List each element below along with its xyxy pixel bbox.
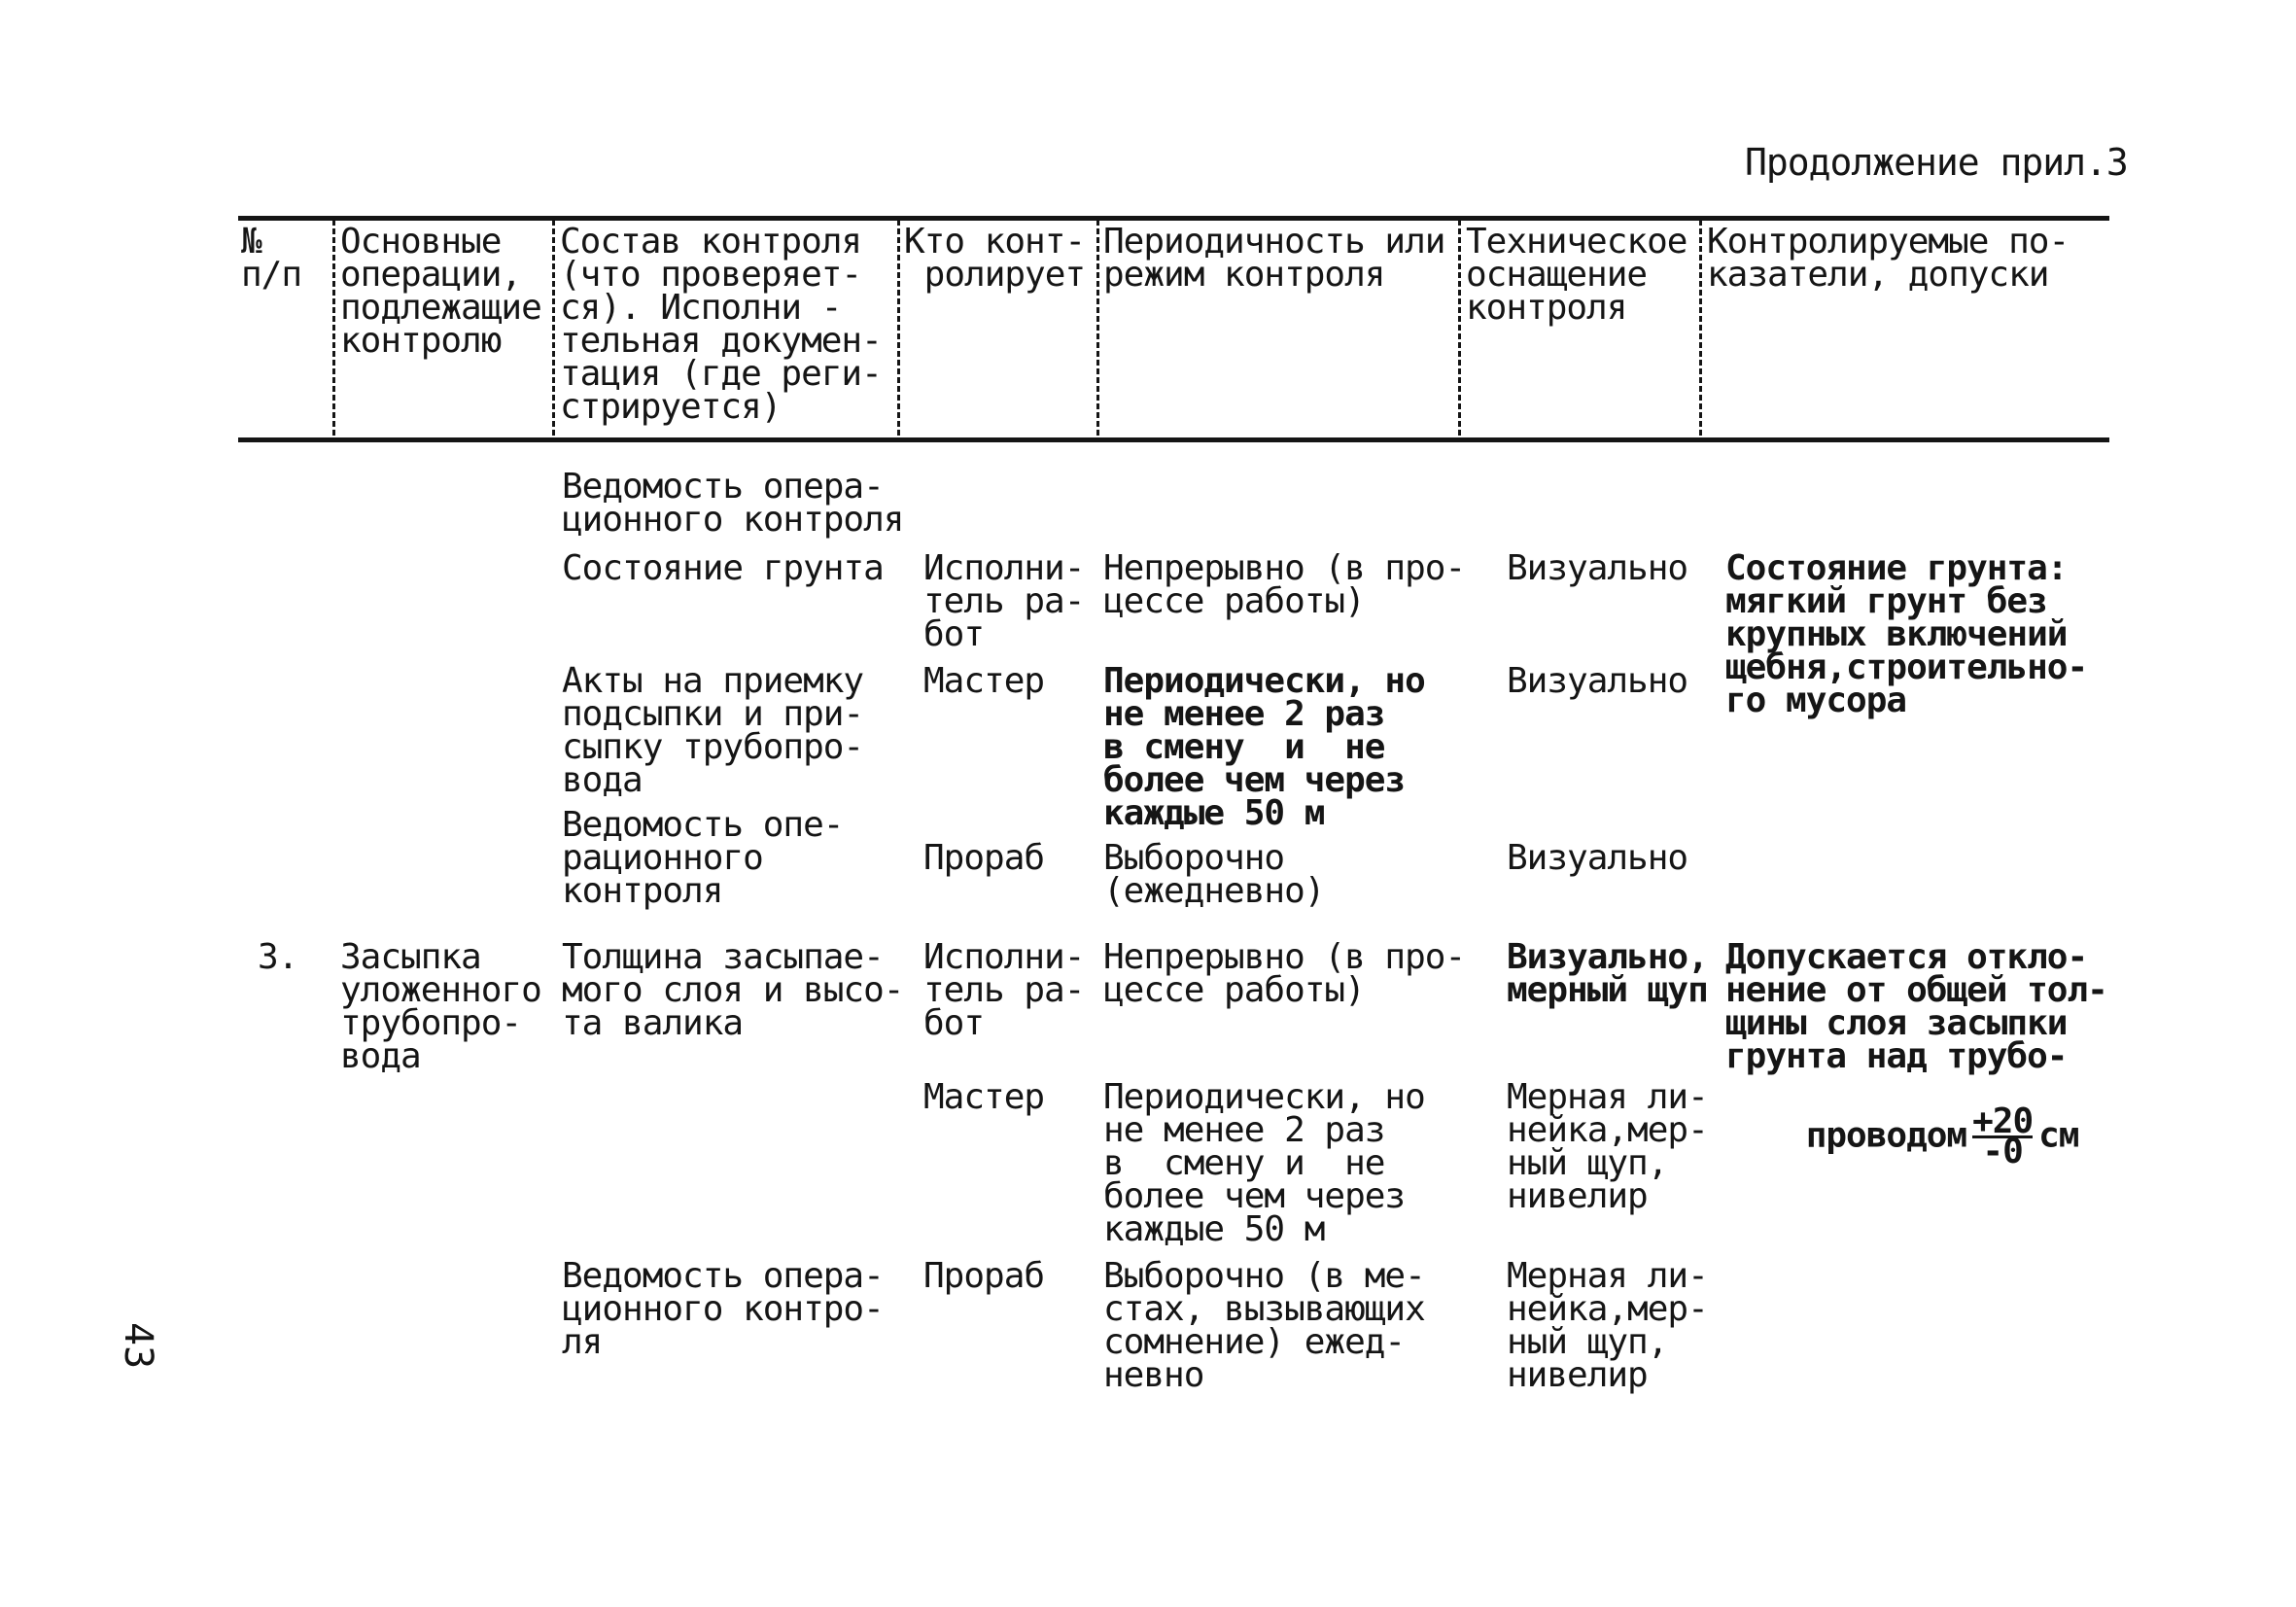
table-cell: Исполни- тель ра- бот	[923, 937, 1085, 1043]
table-cell: 3.	[258, 937, 298, 977]
table-cell: Прораб	[923, 838, 1045, 878]
column-divider	[552, 220, 555, 436]
table-cell: Мерная ли- нейка,мер- ный щуп, нивелир	[1507, 1256, 1708, 1395]
column-divider	[1096, 220, 1099, 436]
column-header-indicators: Контролируемые по- казатели, допуски	[1707, 222, 2070, 295]
tolerance-line	[1725, 1075, 2078, 1199]
table-cell: Визуально	[1507, 548, 1688, 588]
column-divider	[1699, 220, 1702, 436]
table-header-bottom-rule	[238, 437, 2109, 442]
column-divider	[1458, 220, 1461, 436]
table-cell: Периодически, но не менее 2 раз в смену и не более чем через каждые 50 м	[1103, 661, 1425, 833]
table-cell: Визуально, мерный щуп	[1507, 937, 1708, 1010]
table-cell: Толщина засыпае- мого слоя и высо- та валика	[562, 937, 904, 1043]
tolerance-fraction	[1972, 1101, 2034, 1171]
table-cell: Ведомость опера- ционного контроля	[562, 467, 904, 540]
table-cell: Мастер	[923, 661, 1045, 701]
table-cell: Ведомость опера- ционного контро- ля	[562, 1256, 884, 1362]
tolerance-unit: см	[2038, 1115, 2079, 1156]
column-header-equipment: Техническое оснащение контроля	[1466, 222, 1687, 328]
column-divider	[897, 220, 900, 436]
continuation-label: Продолжение прил.3	[1745, 141, 2128, 184]
table-cell: Засыпка уложенного трубопро- вода	[340, 937, 541, 1076]
column-divider	[332, 220, 335, 436]
table-cell: Ведомость опе- рационного контроля	[562, 805, 844, 911]
table-top-rule	[238, 216, 2109, 221]
table-cell: Состояние грунта: мягкий грунт без крупных включений щебня,строительно- го мусора	[1725, 548, 2088, 720]
table-cell: Выборочно (в ме- стах, вызывающих сомнение) ежед- невно	[1103, 1256, 1425, 1395]
table-cell: Допускается откло- нение от общей тол- щины слоя засыпки грунта над трубо-	[1725, 937, 2107, 1076]
page-number: 43	[116, 1322, 160, 1370]
table-cell: Мастер	[923, 1077, 1045, 1117]
column-header-who-controls: Кто конт- ролирует	[904, 222, 1086, 295]
table-cell: Мерная ли- нейка,мер- ный щуп, нивелир	[1507, 1077, 1708, 1216]
table-cell: Непрерывно (в про- цессе работы)	[1103, 548, 1466, 621]
column-header-operations: Основные операции, подлежащие контролю	[340, 222, 541, 361]
table-cell: Состояние грунта	[562, 548, 884, 588]
table-cell: Выборочно (ежедневно)	[1103, 838, 1325, 911]
tolerance-upper: +20	[1972, 1101, 2034, 1141]
table-cell: Акты на приемку подсыпки и при- сыпку трубопро- вода	[562, 661, 864, 800]
column-header-number: № п/п	[241, 222, 302, 295]
table-cell: Непрерывно (в про- цессе работы)	[1103, 937, 1466, 1010]
table-cell: Визуально	[1507, 661, 1688, 701]
tolerance-lower: -0	[1982, 1132, 2023, 1171]
table-cell: Визуально	[1507, 838, 1688, 878]
column-header-control-scope: Состав контроля (что проверяет- ся). Исполни - тельная докумен- тация (где реги- стрируется)	[560, 222, 882, 427]
column-header-periodicity: Периодичность или режим контроля	[1103, 222, 1445, 295]
table-cell: Периодически, но не менее 2 раз в смену и не более чем через каждые 50 м	[1103, 1077, 1425, 1249]
table-cell: Прораб	[923, 1256, 1045, 1296]
tolerance-prefix: проводом	[1805, 1115, 1967, 1156]
table-cell: Исполни- тель ра- бот	[923, 548, 1085, 654]
